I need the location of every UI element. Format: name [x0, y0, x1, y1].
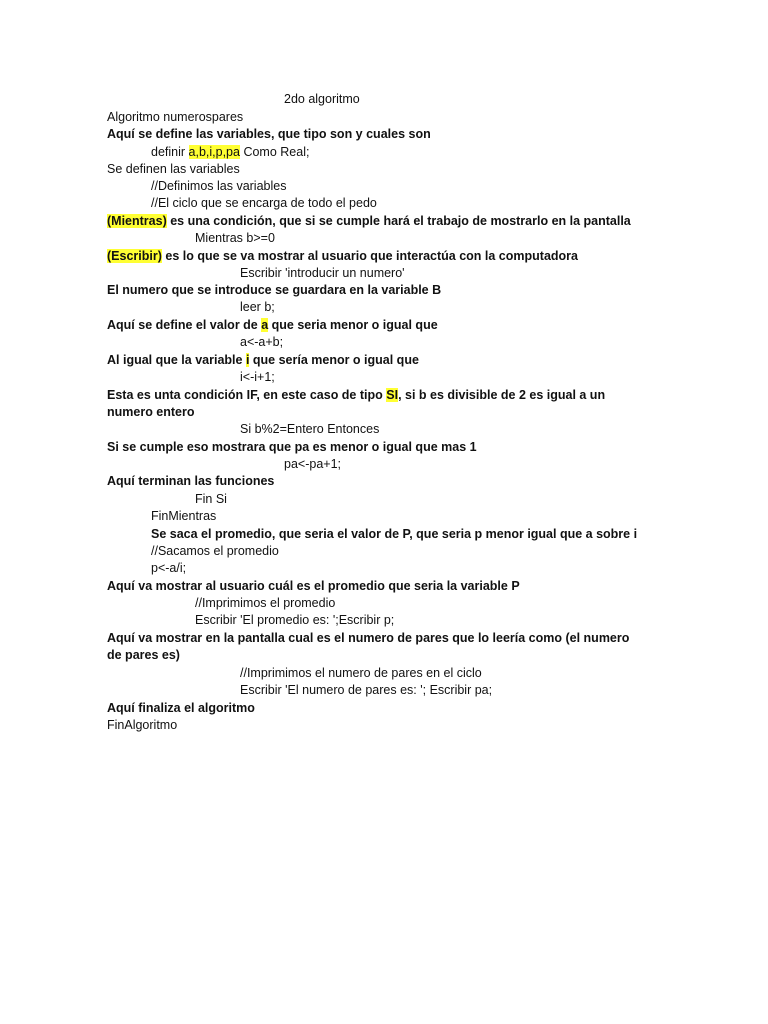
- explanation-text: Esta es unta condición IF, en este caso de tipo: [107, 388, 387, 402]
- explanation-line: [107, 248, 578, 265]
- code-line: Si b%2=Entero Entonces: [240, 422, 380, 436]
- explanation-line: [107, 317, 438, 334]
- highlighted-text: a,b,i,p,pa: [188, 145, 240, 159]
- explanation-text: es lo que se va mostrar al usuario que interactúa con la computadora: [161, 249, 578, 263]
- explanation-text: Aquí se define el valor de: [107, 318, 262, 332]
- explanation-line: Aquí se define las variables, que tipo son y cuales son: [107, 127, 431, 141]
- explanation-text: , si b es divisible de 2 es igual a un numero entero: [107, 388, 606, 419]
- comment-line: //Sacamos el promedio: [151, 544, 279, 558]
- code-line: Fin Si: [195, 492, 227, 506]
- explanation-line: Aquí va mostrar en la pantalla cual es el numero de pares que lo leería como (el numero de pares es): [107, 631, 630, 662]
- code-line: p<-a/i;: [151, 561, 187, 575]
- code-line: pa<-pa+1;: [284, 457, 341, 471]
- explanation-text: que sería menor o igual que: [249, 353, 419, 367]
- explanation-line: El numero que se introduce se guardara en la variable B: [107, 283, 442, 297]
- highlighted-text: a: [261, 318, 269, 332]
- code-line: Escribir 'El promedio es: ';Escribir p;: [195, 613, 395, 627]
- code-line: Mientras b>=0: [195, 231, 275, 245]
- explanation-text: que seria menor o igual que: [268, 318, 438, 332]
- explanation-line: Aquí va mostrar al usuario cuál es el promedio que seria la variable P: [107, 579, 520, 593]
- code-line: i<-i+1;: [240, 370, 275, 384]
- code-line: Escribir 'El numero de pares es: '; Escribir pa;: [240, 683, 493, 697]
- highlighted-text: SI: [386, 388, 399, 402]
- document-title: 2do algoritmo: [284, 92, 360, 106]
- comment-line: //El ciclo que se encarga de todo el pedo: [151, 196, 377, 210]
- code-line: FinMientras: [151, 509, 217, 523]
- explanation-text: es una condición, que si se cumple hará el trabajo de mostrarlo en la pantalla: [166, 214, 631, 228]
- explanation-line: Se saca el promedio, que seria el valor de P, que seria p menor igual que a sobre i: [151, 527, 638, 541]
- comment-line: //Imprimimos el numero de pares en el ciclo: [240, 666, 482, 680]
- code-line: a<-a+b;: [240, 335, 284, 349]
- code-text: Como Real;: [239, 145, 310, 159]
- highlighted-text: (Mientras): [107, 214, 167, 228]
- highlighted-text: (Escribir): [107, 249, 162, 263]
- explanation-line: Aquí terminan las funciones: [107, 474, 275, 488]
- explanation-line: [107, 352, 419, 369]
- explanation-line: Aquí finaliza el algoritmo: [107, 701, 255, 715]
- comment-line: //Imprimimos el promedio: [195, 596, 336, 610]
- code-text: definir: [151, 145, 189, 159]
- explanation-line: [107, 387, 635, 421]
- comment-line: //Definimos las variables: [151, 179, 287, 193]
- code-line: [151, 144, 309, 161]
- explanation-line: [107, 213, 631, 230]
- code-line: leer b;: [240, 300, 275, 314]
- code-line: Escribir 'introducir un numero': [240, 266, 405, 280]
- highlighted-text: i: [245, 353, 250, 367]
- algorithm-end: FinAlgoritmo: [107, 718, 178, 732]
- explanation-line: Si se cumple eso mostrara que pa es menor o igual que mas 1: [107, 440, 477, 454]
- algorithm-start: Algoritmo numerospares: [107, 110, 244, 124]
- explanation-text: Al igual que la variable: [107, 353, 246, 367]
- text-line: Se definen las variables: [107, 162, 240, 176]
